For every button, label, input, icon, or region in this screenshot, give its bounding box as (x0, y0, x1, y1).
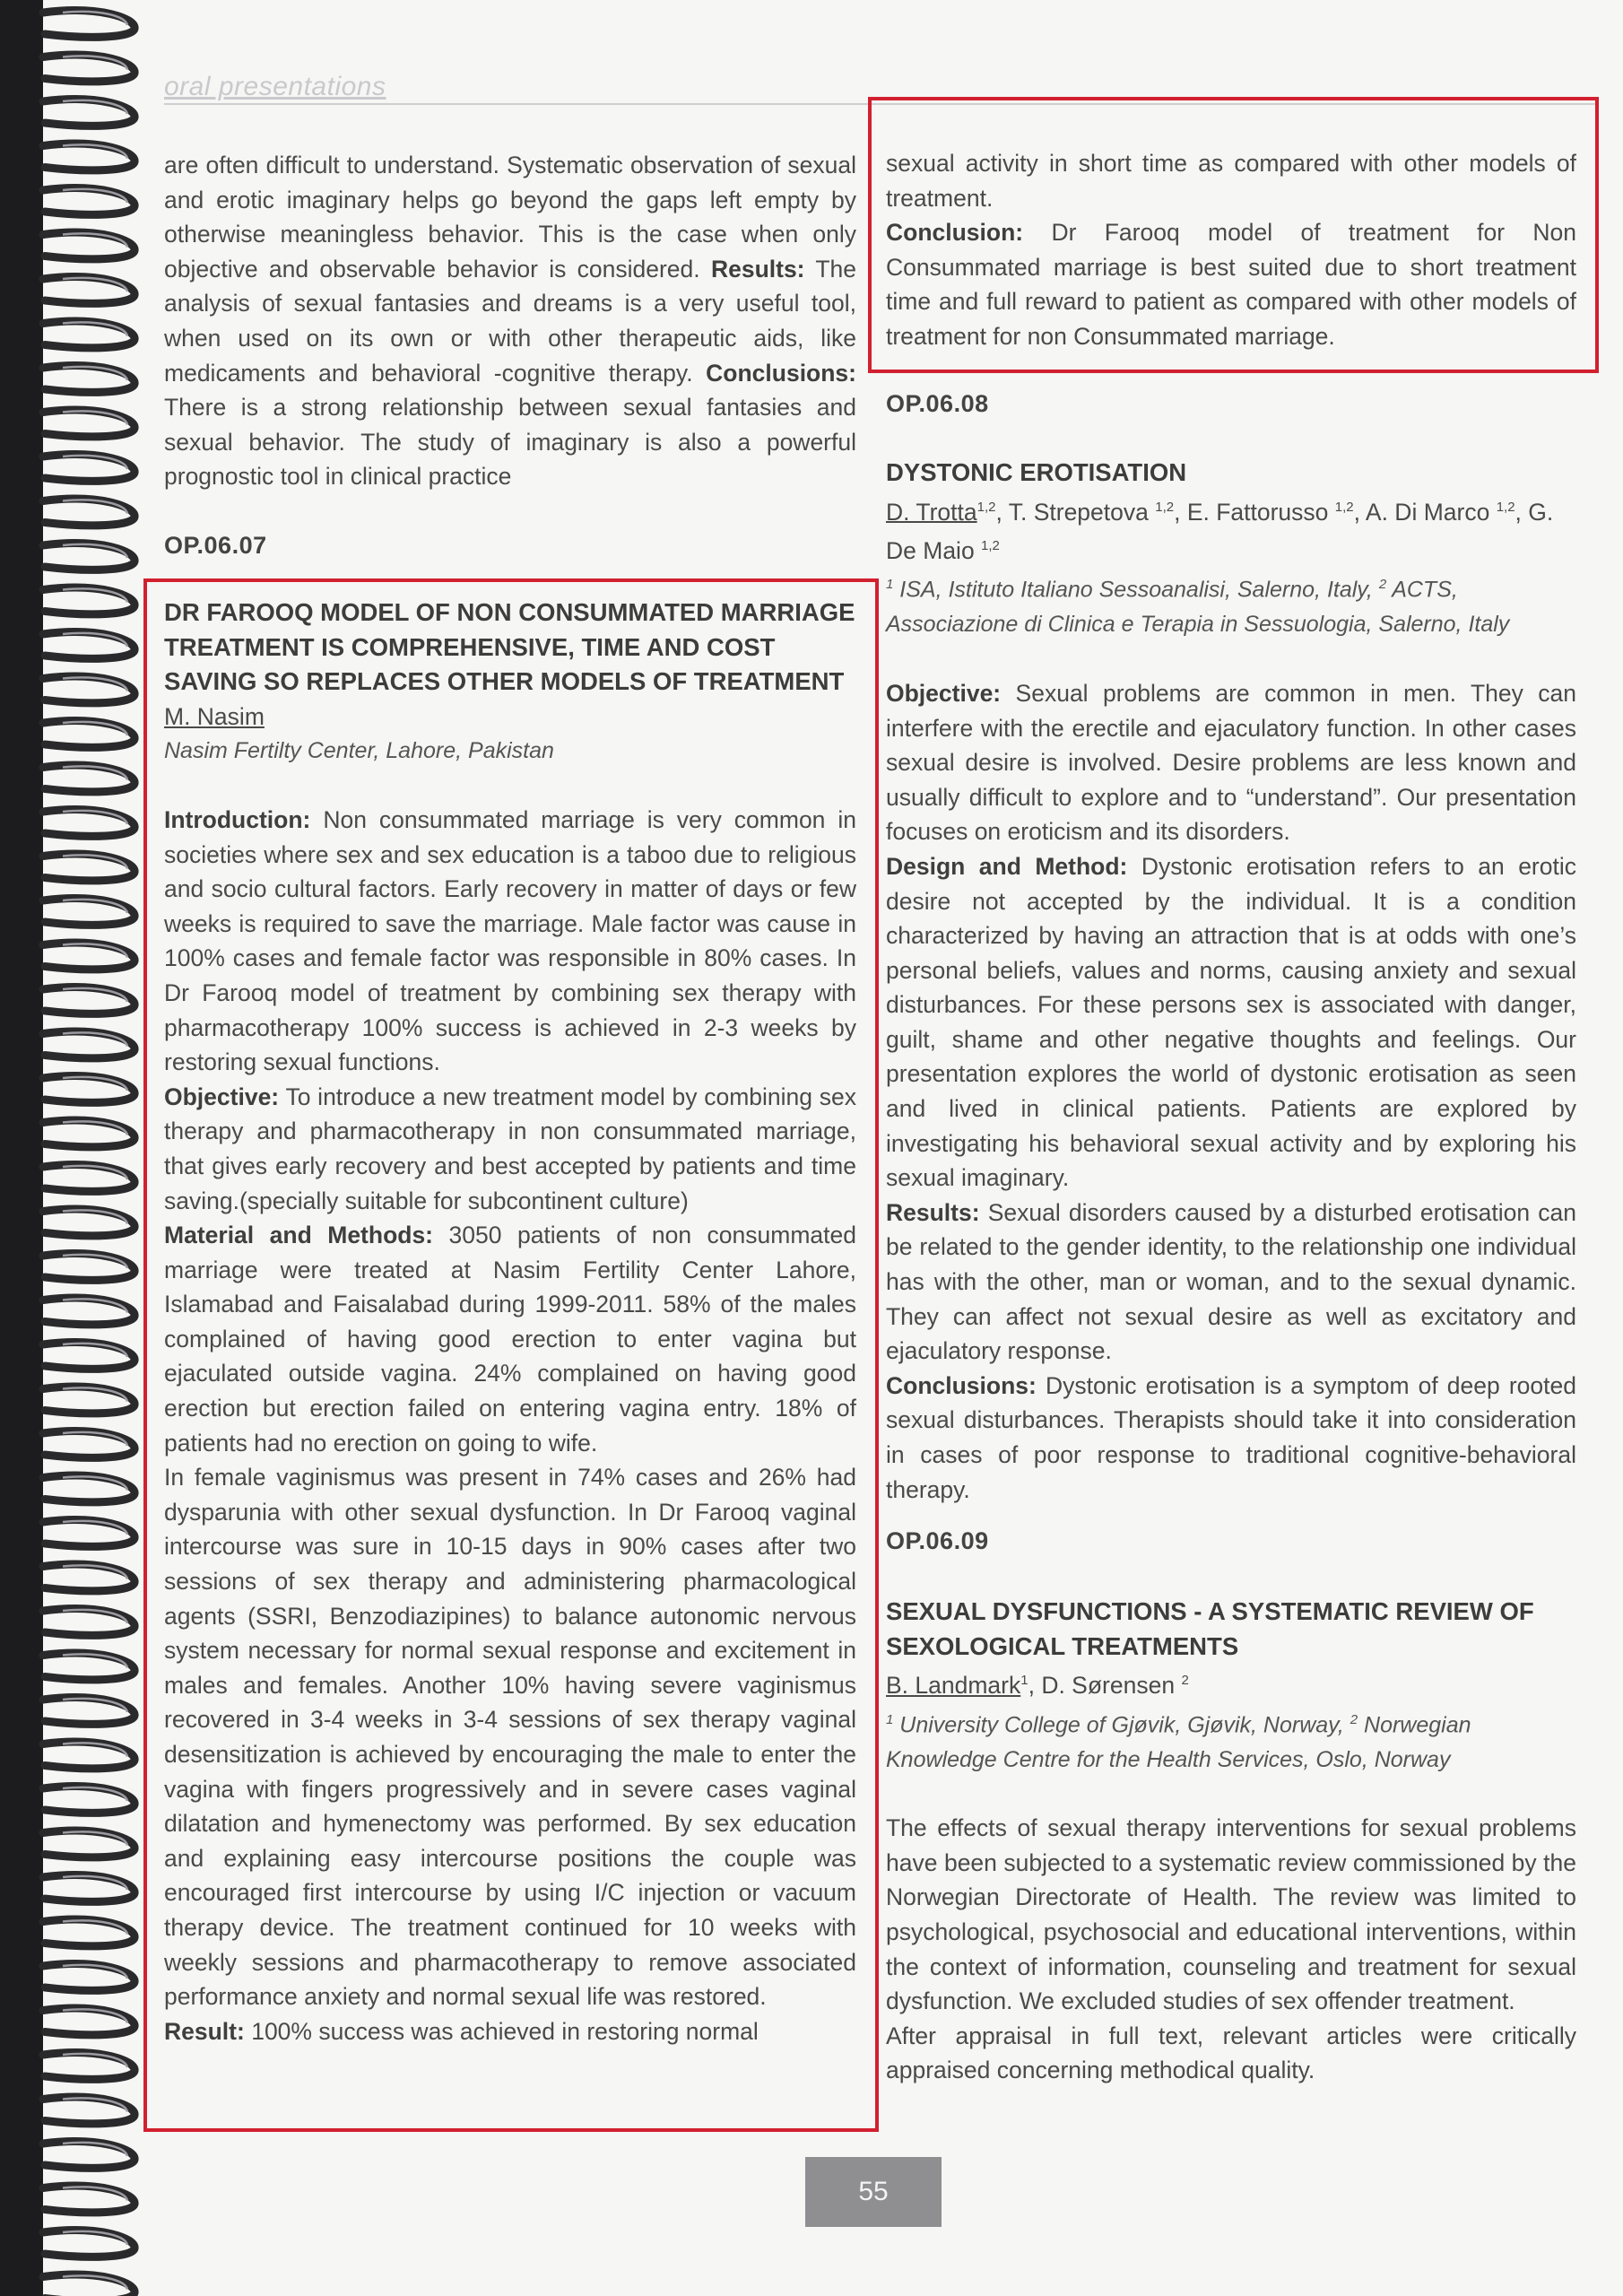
objective-text: To introduce a new treatment model by combining sex therapy and pharmacotherapy in non consummated marriage, that gives early recovery and best accepted by patients and time saving.(specially suitable for subcontinent culture) (164, 1083, 857, 1214)
right-continued-text (886, 146, 1576, 354)
spiral-ring (43, 1343, 135, 1370)
conclusions-text: Dystonic erotisation is a symptom of deep rooted sexual disturbances. Therapists should take it into consideration in cases of poor response to traditional cognitive-behavioral therapy. (886, 1371, 1576, 1503)
left-continued-text (164, 148, 856, 494)
affiliation-text: ISA, Istituto Italiano Sessoanalisi, Salerno, Italy, (893, 577, 1379, 603)
results-label: Results: (886, 1198, 980, 1226)
objective-text: Sexual problems are common in men. They can interfere with the erectile and ejaculatory function. In other cases sexual desire is involved. Desire problems are less known and usually difficult to explore and to “understand”. Our presentation focuses on eroticism and its disorders. (886, 679, 1576, 846)
spiral-ring (43, 1742, 135, 1769)
affiliation-superscript: 1 (886, 1711, 894, 1727)
author-superscript: 1,2 (981, 538, 1000, 554)
abstract-op-06-09 (886, 1595, 1576, 2088)
spiral-ring (43, 943, 135, 970)
methods-text-continued: In female vaginismus was present in 74% cases and 26% had dysparunia with other sexual dysfunction. In Dr Farooq vaginal intercourse was sure in 10-15 days in 90% cases after two sessions of sex therapy and administering pharmacological agents (SSRI, Benzodiazipines) to balance autonomic nervous system necessary for normal sexual response and excitement in males and females. Another 10% having severe vaginismus recovered in 3-4 weeks in 3-4 sessions of sex therapy vaginal desensitization is achieved by encouraging the male to enter the vagina with fingers progressively and in severe cases vaginal dilatation and hymenectomy was performed. By sex education and explaining easy intercourse positions the couple was encouraged first intercourse by using I/C injection or vacuum therapy device. The treatment continued for 10 weeks with weekly sessions and pharmacotherapy to remove associated performance anxiety and normal sexual life was restored. (164, 1464, 856, 2011)
conclusion-text: Dr Farooq model of treatment for Non Consummated marriage is best suited due to short treatment time and full reward to patient as compared with other models of treatment for non Consummated marriage. (886, 219, 1576, 350)
spiral-ring (43, 587, 135, 614)
author-superscript: 1,2 (976, 499, 996, 515)
results-text: The analysis of sexual fantasies and dreams is a very useful tool, when used on its own or with other therapeutic aids, like medicaments and behavioral -cognitive therapy. (164, 255, 856, 387)
abstract-op-06-07 (164, 596, 856, 2048)
introduction-text: Non consummated marriage is very common in societies where sex and sex education is a taboo due to religious and socio cultural factors. Early recovery in matter of days or few weeks is required to save the marriage. Male factor was cause in 100% cases and female factor was responsible in 80% cases. In Dr Farooq model of treatment by combining sex therapy with pharmacotherapy 100% success is achieved in 2-3 weeks by restoring sexual functions. (164, 805, 856, 1076)
spiral-ring (43, 366, 135, 393)
spiral-ring (43, 321, 135, 348)
spiral-ring (43, 1831, 135, 1857)
spiral-ring (43, 854, 135, 881)
author-superscript: 2 (1181, 1673, 1189, 1689)
spiral-ring (43, 1298, 135, 1325)
spiral-ring (43, 1520, 135, 1547)
spiral-ring (43, 1120, 135, 1147)
conclusions-label: Conclusions: (706, 359, 856, 387)
body-paragraph: The effects of sexual therapy interventions for sexual problems have been subjected to a systematic review commissioned by the Norwegian Directorate of Health. The review was limited to psychological, psychosocial and educational interventions, within the context of information, counseling and treatment for sexual dysfunction. We excluded studies of sex offender treatment. (886, 1814, 1576, 2015)
abstract-title: DR FAROOQ MODEL OF NON CONSUMMATED MARRIAGE TREATMENT IS COMPREHENSIVE, TIME AND COST SAVING SO REPLACES OTHER MODELS OF TREATMENT (164, 598, 855, 696)
author-list (886, 1664, 1576, 1702)
spiral-ring (43, 544, 135, 570)
methods-text: 3050 patients of non consummated marriage were treated at Nasim Fertility Center Lahore, Islamabad and Faisalabad during 1999-2011. 58% of the males complained of having good erection to enter vagina but ejaculated outside vagina. 24% complained on having good erection but erection failed on entering vagina entry. 18% of patients had no erection on going to wife. (164, 1222, 856, 1457)
spiral-ring (43, 1919, 135, 1946)
spiral-ring (43, 232, 135, 259)
spiral-ring (43, 100, 135, 126)
continued-paragraph: are often difficult to understand. Systematic observation of sexual and erotic imaginary helps go beyond the gaps left empty by otherwise meaningless behavior. This is the case when only objective and observable behavior is considered. (164, 152, 856, 283)
spiral-ring (43, 2274, 135, 2296)
results-text: Sexual disorders caused by a disturbed erotisation can be related to the gender identity, to the relationship one individual has with the other, man or woman, and to the sexual dynamic. They can affect not sexual desire as well as excitatory and ejaculatory response. (886, 1198, 1576, 1365)
abstract-code-op-06-08: OP.06.08 (886, 390, 989, 417)
author-name: M. Nasim (164, 702, 265, 730)
spiral-ring (43, 1609, 135, 1636)
body-paragraph: After appraisal in full text, relevant articles were critically appraised concerning methodical quality. (886, 2022, 1576, 2084)
spiral-ring (43, 1787, 135, 1813)
author-superscript: 1,2 (1155, 499, 1175, 515)
spiral-ring (43, 1875, 135, 1902)
abstract-op-06-08 (886, 456, 1576, 1507)
spiral-ring (43, 455, 135, 482)
spiral-ring (43, 499, 135, 526)
spiral-ring (43, 1209, 135, 1236)
author-affiliations (886, 1703, 1576, 1778)
abstract-title: SEXUAL DYSFUNCTIONS - A SYSTEMATIC REVIEW OF SEXOLOGICAL TREATMENTS (886, 1597, 1534, 1660)
spiral-ring (43, 1076, 135, 1103)
result-label: Result: (164, 2017, 245, 2045)
spiral-ring (43, 1431, 135, 1458)
abstract-code-op-06-09: OP.06.09 (886, 1527, 989, 1554)
spiral-ring (43, 2008, 135, 2035)
continued-paragraph-right: sexual activity in short time as compared with other models of treatment. (886, 150, 1576, 212)
author-superscript: 1 (1020, 1673, 1028, 1689)
spiral-ring (43, 11, 135, 38)
methods-label: Material and Methods: (164, 1222, 434, 1249)
author-list (886, 491, 1576, 569)
author-name: , T. Strepetova (995, 498, 1156, 526)
affiliation-superscript: 2 (1378, 577, 1387, 593)
affiliation-text: Norwegian Knowledge Centre for the Health Services, Oslo, Norway (886, 1711, 1471, 1772)
spiral-ring (43, 1387, 135, 1413)
author-name: , E. Fattorusso (1174, 498, 1335, 526)
result-text: 100% success was achieved in restoring normal (251, 2017, 759, 2045)
spiral-ring (43, 2097, 135, 2124)
spiral-ring (43, 1165, 135, 1192)
spiral-ring (43, 987, 135, 1014)
spiral-ring (43, 2231, 135, 2257)
spiral-ring (43, 1254, 135, 1281)
presenting-author: D. Trotta (886, 498, 977, 526)
affiliation-superscript: 1 (886, 577, 894, 593)
objective-label: Objective: (164, 1083, 280, 1110)
author-name: , G. De Maio (886, 498, 1554, 564)
spiral-binding (0, 0, 143, 2296)
conclusions-text: There is a strong relationship between sexual fantasies and sexual behavior. The study of imaginary is also a powerful prognostic tool in clinical practice (164, 394, 856, 491)
spiral-ring (43, 144, 135, 170)
design-label: Design and Method: (886, 852, 1128, 880)
conclusions-label: Conclusions: (886, 1371, 1037, 1399)
spiral-ring (43, 2053, 135, 2080)
design-text: Dystonic erotisation refers to an erotic desire not accepted by the individual. It is a condition characterized by having an attraction that is at odds with one’s personal beliefs, values and norms, causing anxiety and sexual disturbances. For these persons sex is associated with danger, guilt, shame and other negative thoughts and feelings. Our presentation explores the world of dystonic erotisation as seen and lived in clinical patients. Patients are explored by investigating his behavioral sexual activity and by exploring his sexual imaginary. (886, 852, 1576, 1192)
author-name: , A. Di Marco (1353, 498, 1497, 526)
affiliation-text: ACTS, Associazione di Clinica e Terapia in Sessuologia, Salerno, Italy (886, 577, 1510, 638)
spiral-ring (43, 899, 135, 926)
spiral-ring (43, 2186, 135, 2213)
section-header-label: oral presentations (164, 72, 386, 101)
spiral-ring (43, 188, 135, 215)
abstract-code-op-06-07: OP.06.07 (164, 532, 267, 559)
conclusion-label: Conclusion: (886, 219, 1024, 247)
author-affiliation: Nasim Fertilty Center, Lahore, Pakistan (164, 738, 554, 764)
affiliation-text: University College of Gjøvik, Gjøvik, Norway, (893, 1711, 1350, 1737)
spiral-ring (43, 1964, 135, 1991)
objective-label: Objective: (886, 679, 1002, 707)
introduction-label: Introduction: (164, 805, 311, 833)
spiral-ring (43, 1475, 135, 1502)
results-label: Results: (710, 255, 805, 283)
page-number: 55 (805, 2157, 942, 2227)
spiral-ring (43, 765, 135, 792)
spiral-ring (43, 810, 135, 837)
author-superscript: 1,2 (1496, 499, 1515, 515)
spiral-ring (43, 410, 135, 437)
spiral-ring (43, 1653, 135, 1680)
spiral-ring (43, 1564, 135, 1591)
spiral-ring (43, 1031, 135, 1058)
spiral-ring (43, 55, 135, 82)
spiral-ring (43, 2142, 135, 2169)
spiral-ring (43, 632, 135, 659)
abstract-title: DYSTONIC EROTISATION (886, 458, 1187, 486)
author-name: , D. Sørensen (1028, 1672, 1182, 1700)
spiral-ring (43, 676, 135, 703)
spiral-ring (43, 721, 135, 748)
author-superscript: 1,2 (1334, 499, 1354, 515)
presenting-author: B. Landmark (886, 1672, 1021, 1700)
spiral-ring (43, 277, 135, 304)
affiliation-superscript: 2 (1350, 1711, 1358, 1727)
author-affiliations (886, 568, 1576, 642)
spiral-ring (43, 1698, 135, 1725)
